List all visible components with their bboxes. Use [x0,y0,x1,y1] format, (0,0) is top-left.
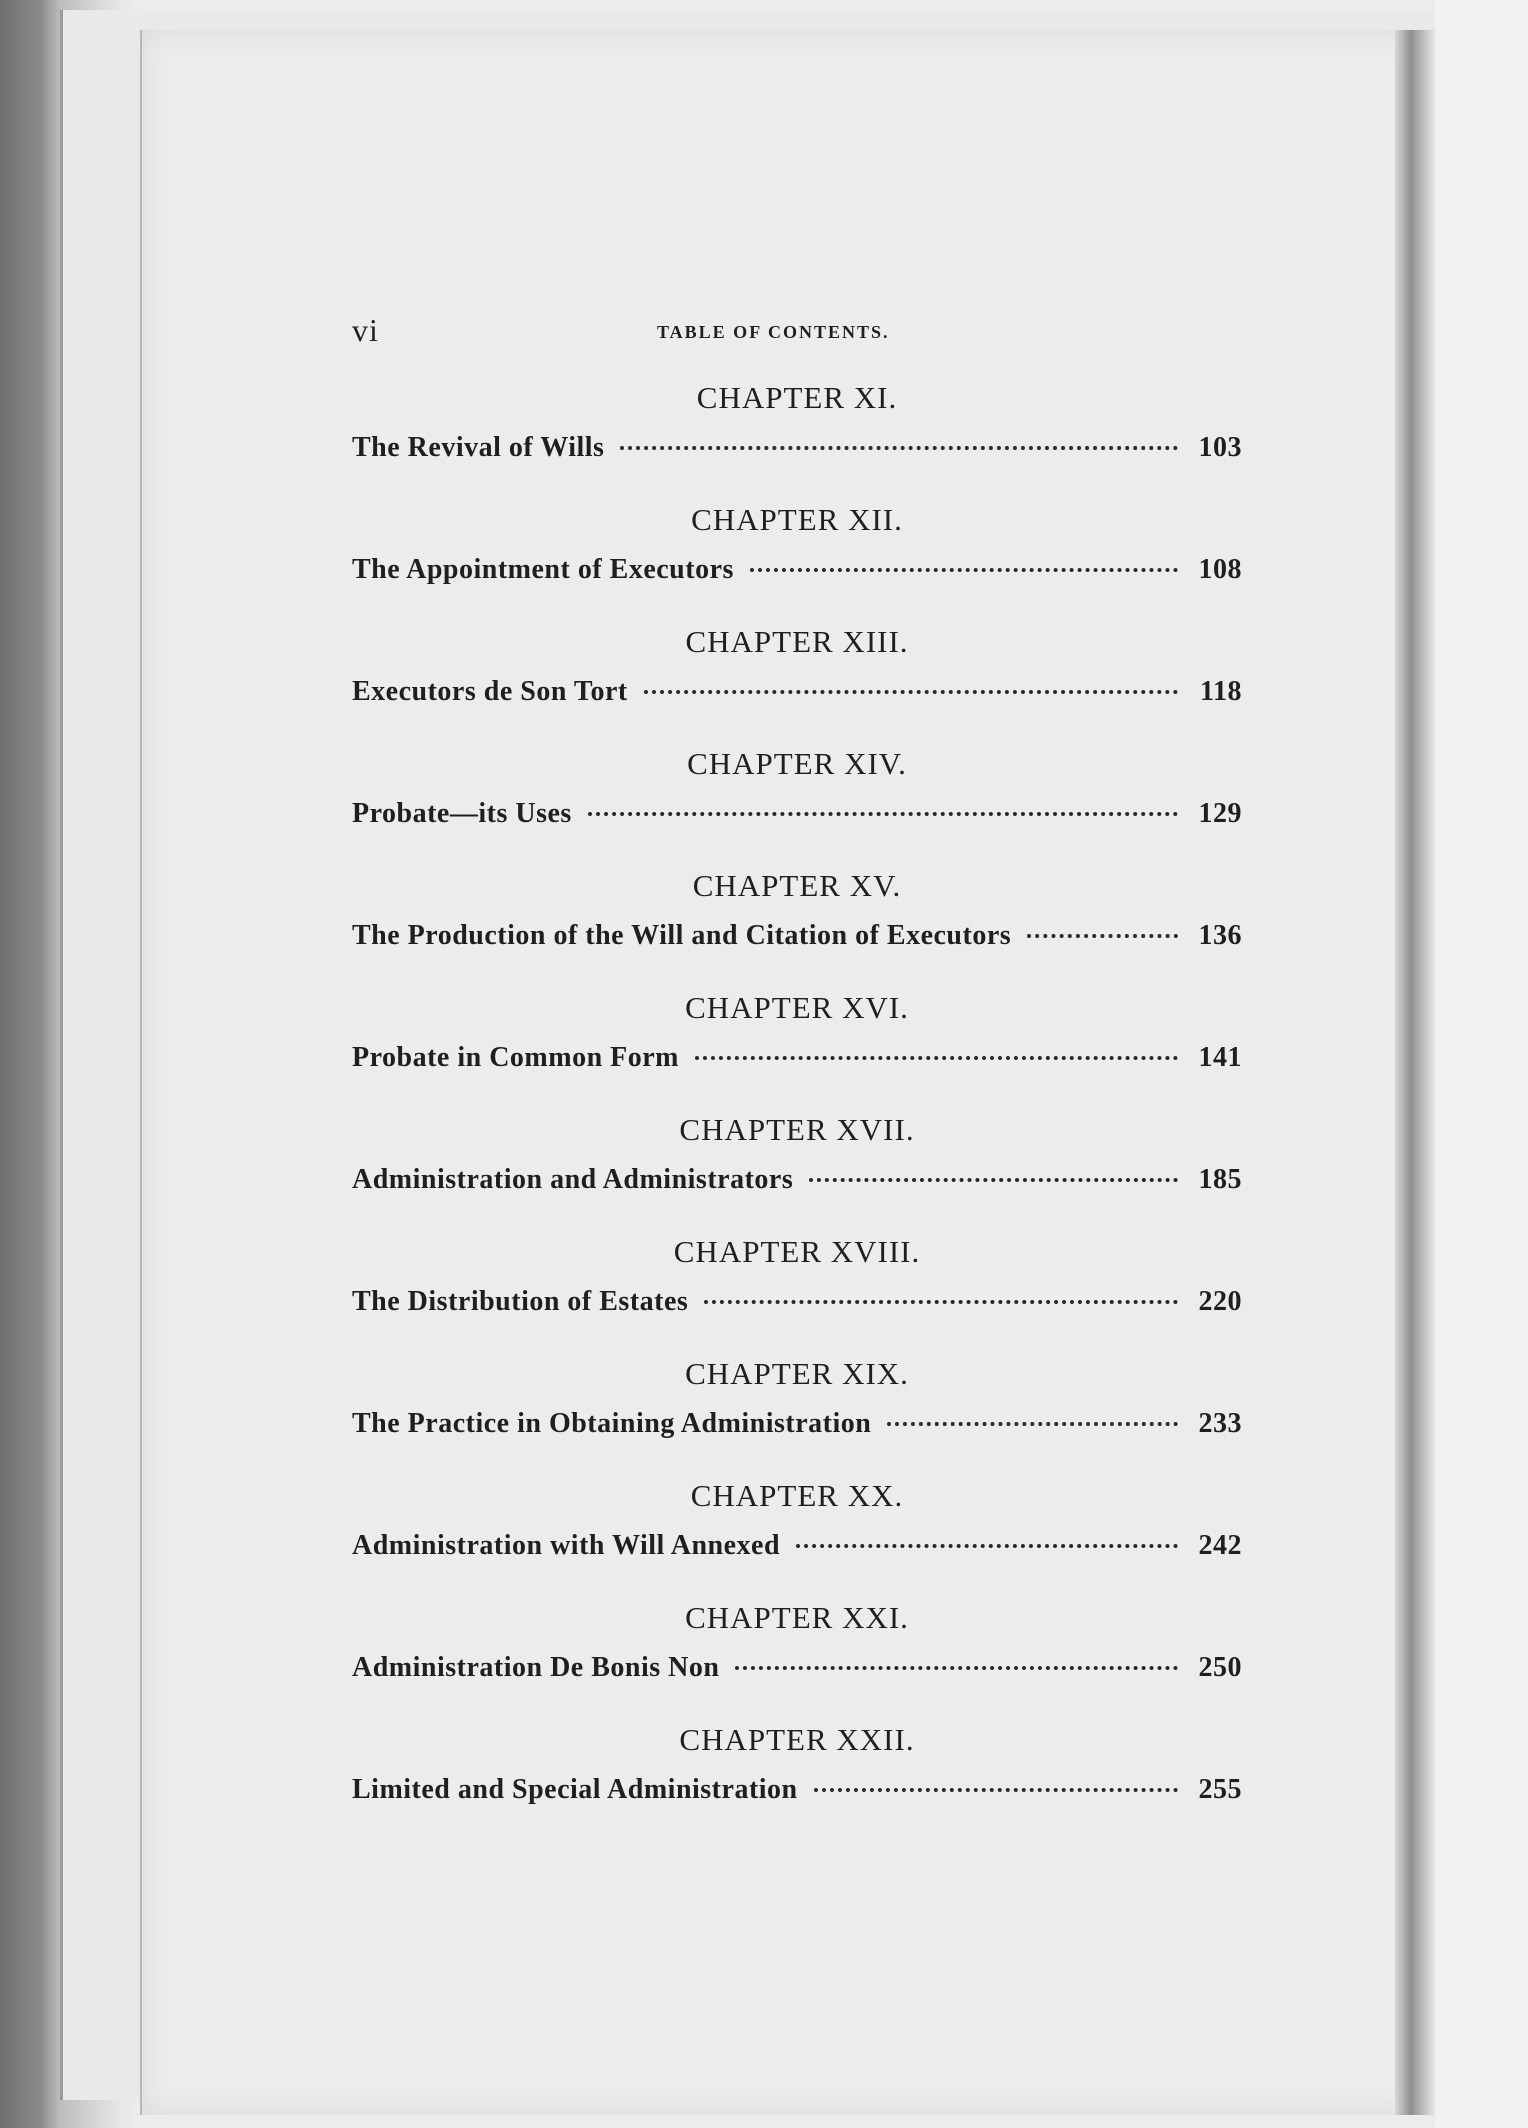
dot-leader [750,568,1178,572]
entry-page-number: 220 [1198,1286,1242,1317]
entry-title: Administration with Will Annexed [352,1530,781,1561]
running-head [352,312,1242,352]
dot-leader [620,446,1178,450]
toc-chapter [352,990,1242,1112]
dot-leader [814,1788,1178,1792]
entry-page-number: 103 [1198,432,1242,463]
entry-title: The Production of the Will and Citation of Executors [352,920,1012,951]
chapter-heading: CHAPTER XXI. [685,1600,909,1635]
toc-chapter [352,746,1242,868]
entry-page-number: 141 [1198,1042,1242,1073]
dot-leader [704,1300,1178,1304]
dot-leader [644,690,1178,694]
toc-entry [352,1652,1242,1684]
entry-page-number: 108 [1198,554,1242,585]
toc-chapter [352,380,1242,502]
dot-leader [695,1056,1178,1060]
chapter-heading: CHAPTER XV. [692,868,902,903]
toc-entry [352,1164,1242,1196]
toc-chapter [352,1478,1242,1600]
dot-leader [887,1422,1178,1426]
chapter-heading: CHAPTER XX. [690,1478,904,1513]
chapter-heading: CHAPTER XXII. [679,1722,915,1757]
toc-entry [352,1408,1242,1440]
entry-page-number: 233 [1198,1408,1242,1439]
toc-entry [352,1774,1242,1806]
toc-chapter [352,1234,1242,1356]
toc-entry [352,1042,1242,1074]
toc-chapter [352,624,1242,746]
entry-title: The Distribution of Estates [352,1286,689,1317]
page-gutter-shadow [1395,30,1435,2115]
dot-leader [735,1666,1178,1670]
entry-title: Administration and Administrators [352,1164,794,1195]
chapter-heading: CHAPTER XIX. [685,1356,909,1391]
entry-title: The Appointment of Executors [352,554,734,585]
chapter-heading: CHAPTER XI. [696,380,898,415]
entry-page-number: 255 [1198,1774,1242,1805]
entry-page-number: 250 [1198,1652,1242,1683]
toc-entry [352,1530,1242,1562]
chapter-heading: CHAPTER XIII. [685,624,909,659]
dot-leader [796,1544,1178,1548]
toc-chapter [352,1600,1242,1722]
dot-leader [588,812,1178,816]
scan-margin [1435,0,1528,2128]
toc-entry [352,432,1242,464]
chapter-heading: CHAPTER XVII. [679,1112,915,1147]
entry-title: The Revival of Wills [352,432,605,463]
entry-title: Probate—its Uses [352,798,572,829]
toc-chapter [352,1722,1242,1844]
entry-page-number: 118 [1200,676,1242,707]
entry-page-number: 129 [1198,798,1242,829]
toc-entry [352,554,1242,586]
entry-title: Administration De Bonis Non [352,1652,720,1683]
chapter-heading: CHAPTER XVIII. [673,1234,921,1269]
entry-title: Limited and Special Administration [352,1774,798,1805]
entry-page-number: 242 [1198,1530,1242,1561]
chapter-heading: CHAPTER XVI. [685,990,909,1025]
page-folio: vi [352,312,379,348]
toc-entry [352,920,1242,952]
toc-chapter [352,1356,1242,1478]
toc-chapter [352,868,1242,990]
toc-entry [352,798,1242,830]
entry-page-number: 185 [1198,1164,1242,1195]
toc-entry [352,1286,1242,1318]
entry-page-number: 136 [1198,920,1242,951]
toc-entry [352,676,1242,708]
toc-chapter [352,1112,1242,1234]
entry-title: Probate in Common Form [352,1042,679,1073]
table-of-contents [352,380,1242,1844]
toc-chapter [352,502,1242,624]
dot-leader [1027,934,1178,938]
dot-leader [809,1178,1178,1182]
chapter-heading: CHAPTER XIV. [687,746,907,781]
running-title: TABLE OF CONTENTS. [657,322,890,342]
chapter-heading: CHAPTER XII. [691,502,903,537]
entry-title: The Practice in Obtaining Administration [352,1408,872,1439]
entry-title: Executors de Son Tort [352,676,628,707]
